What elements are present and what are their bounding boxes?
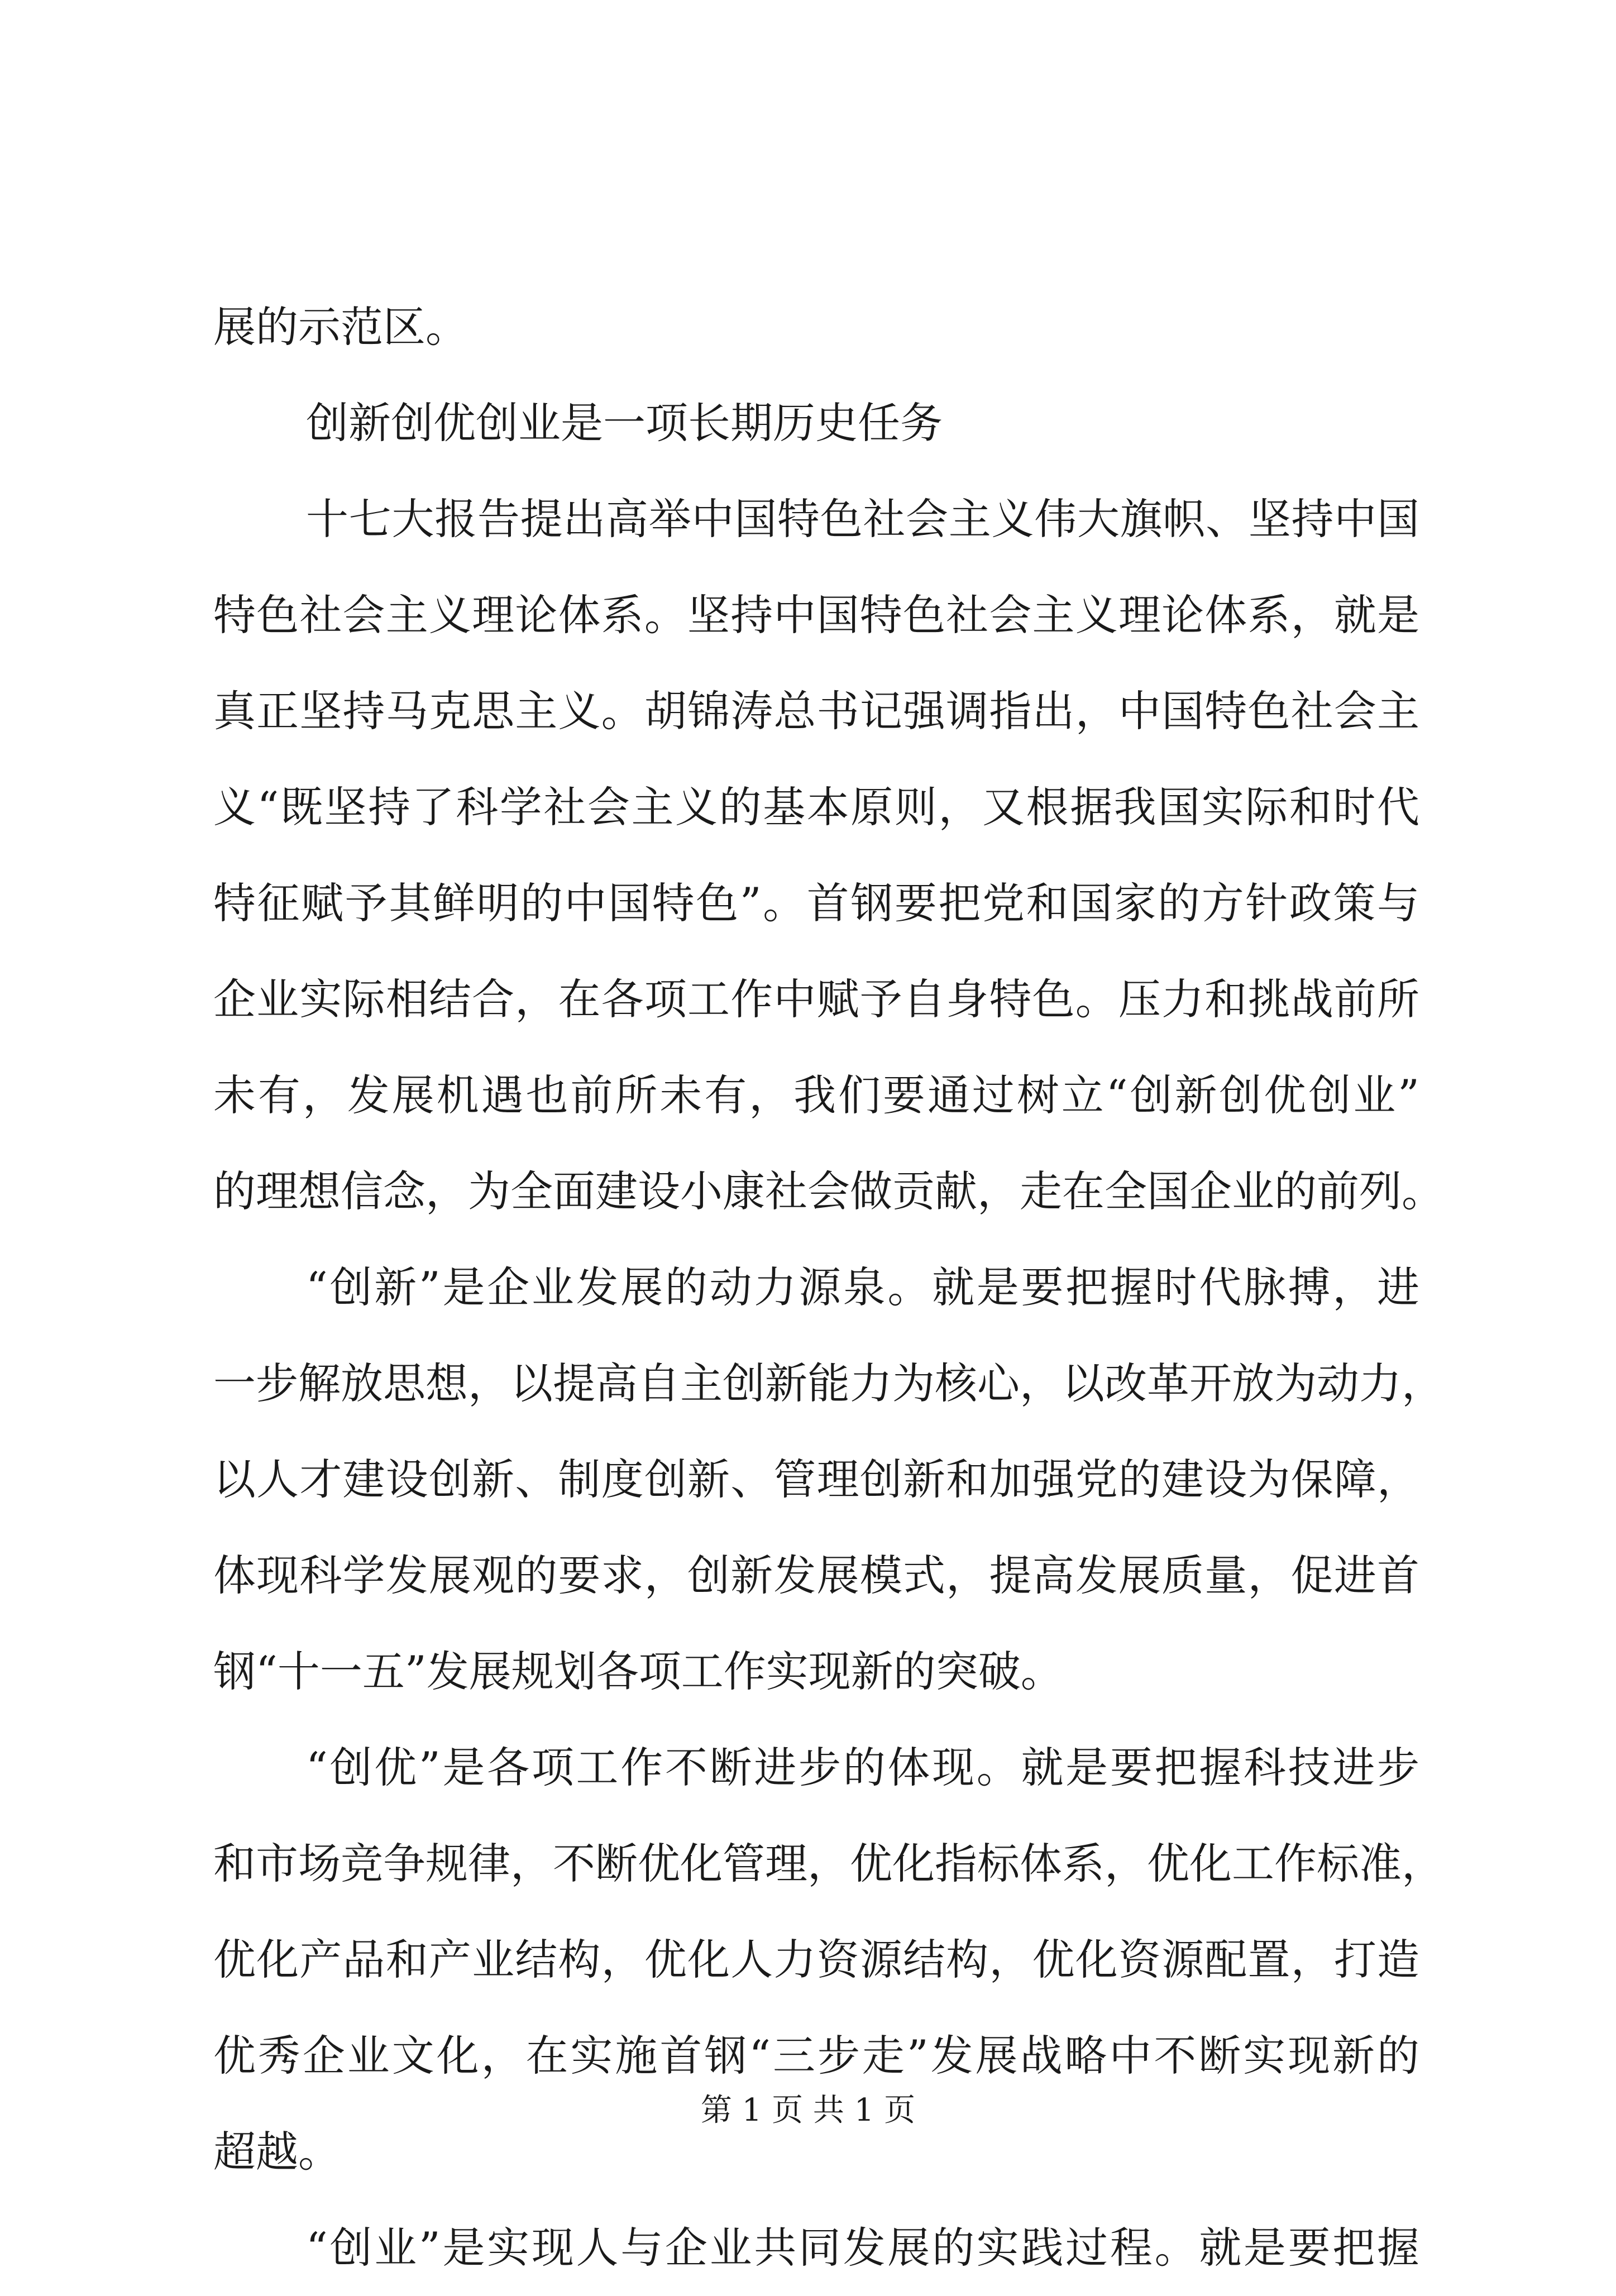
section-heading: 创新创优创业是一项长期历史任务 xyxy=(306,398,943,448)
paragraph-line: 的理想信念，为全面建设小康社会做贡献，走在全国企业的前列。 xyxy=(213,1166,1444,1216)
paragraph-line: 真正坚持马克思主义。胡锦涛总书记强调指出，中国特色社会主 xyxy=(213,686,1419,736)
paragraph-line: 体现科学发展观的要求，创新发展模式，提高发展质量，促进首 xyxy=(213,1551,1419,1600)
paragraph-line: 未有，发展机遇也前所未有，我们要通过树立“创新创优创业” xyxy=(213,1070,1419,1120)
paragraph-line: 以人才建设创新、制度创新、管理创新和加强党的建设为保障， xyxy=(213,1455,1419,1504)
paragraph-line: 十七大报告提出高举中国特色社会主义伟大旗帜、坚持中国 xyxy=(306,494,1419,544)
paragraph-line: 和市场竞争规律，不断优化管理，优化指标体系，优化工作标准， xyxy=(213,1839,1444,1888)
paragraph-line: 一步解放思想，以提高自主创新能力为核心，以改革开放为动力， xyxy=(213,1359,1444,1408)
paragraph-line: 优秀企业文化，在实施首钢“三步走”发展战略中不断实现新的 xyxy=(213,2031,1419,2080)
paragraph-line: 钢“十一五”发展规划各项工作实现新的突破。 xyxy=(213,1647,1063,1696)
document-body xyxy=(213,279,1444,2296)
paragraph-line: 义“既坚持了科学社会主义的基本原则，又根据我国实际和时代 xyxy=(213,782,1419,832)
paragraph-line: 企业实际相结合，在各项工作中赋予自身特色。压力和挑战前所 xyxy=(213,974,1419,1024)
paragraph-line: “创优”是各项工作不断进步的体现。就是要把握科技进步 xyxy=(306,1743,1419,1792)
paragraph-line: 优化产品和产业结构，优化人力资源结构，优化资源配置，打造 xyxy=(213,1935,1419,1984)
paragraph-line: “创业”是实现人与企业共同发展的实践过程。就是要把握 xyxy=(306,2223,1419,2273)
paragraph-line: 特色社会主义理论体系。坚持中国特色社会主义理论体系，就是 xyxy=(213,590,1419,640)
paragraph-line: 展的示范区。 xyxy=(213,302,468,352)
paragraph-line: “创新”是企业发展的动力源泉。就是要把握时代脉搏，进 xyxy=(306,1262,1419,1312)
paragraph-line: 超越。 xyxy=(213,2127,341,2177)
page-footer: 第 1 页 共 1 页 xyxy=(700,2092,916,2128)
paragraph-line: 特征赋予其鲜明的中国特色”。首钢要把党和国家的方针政策与 xyxy=(213,878,1419,928)
